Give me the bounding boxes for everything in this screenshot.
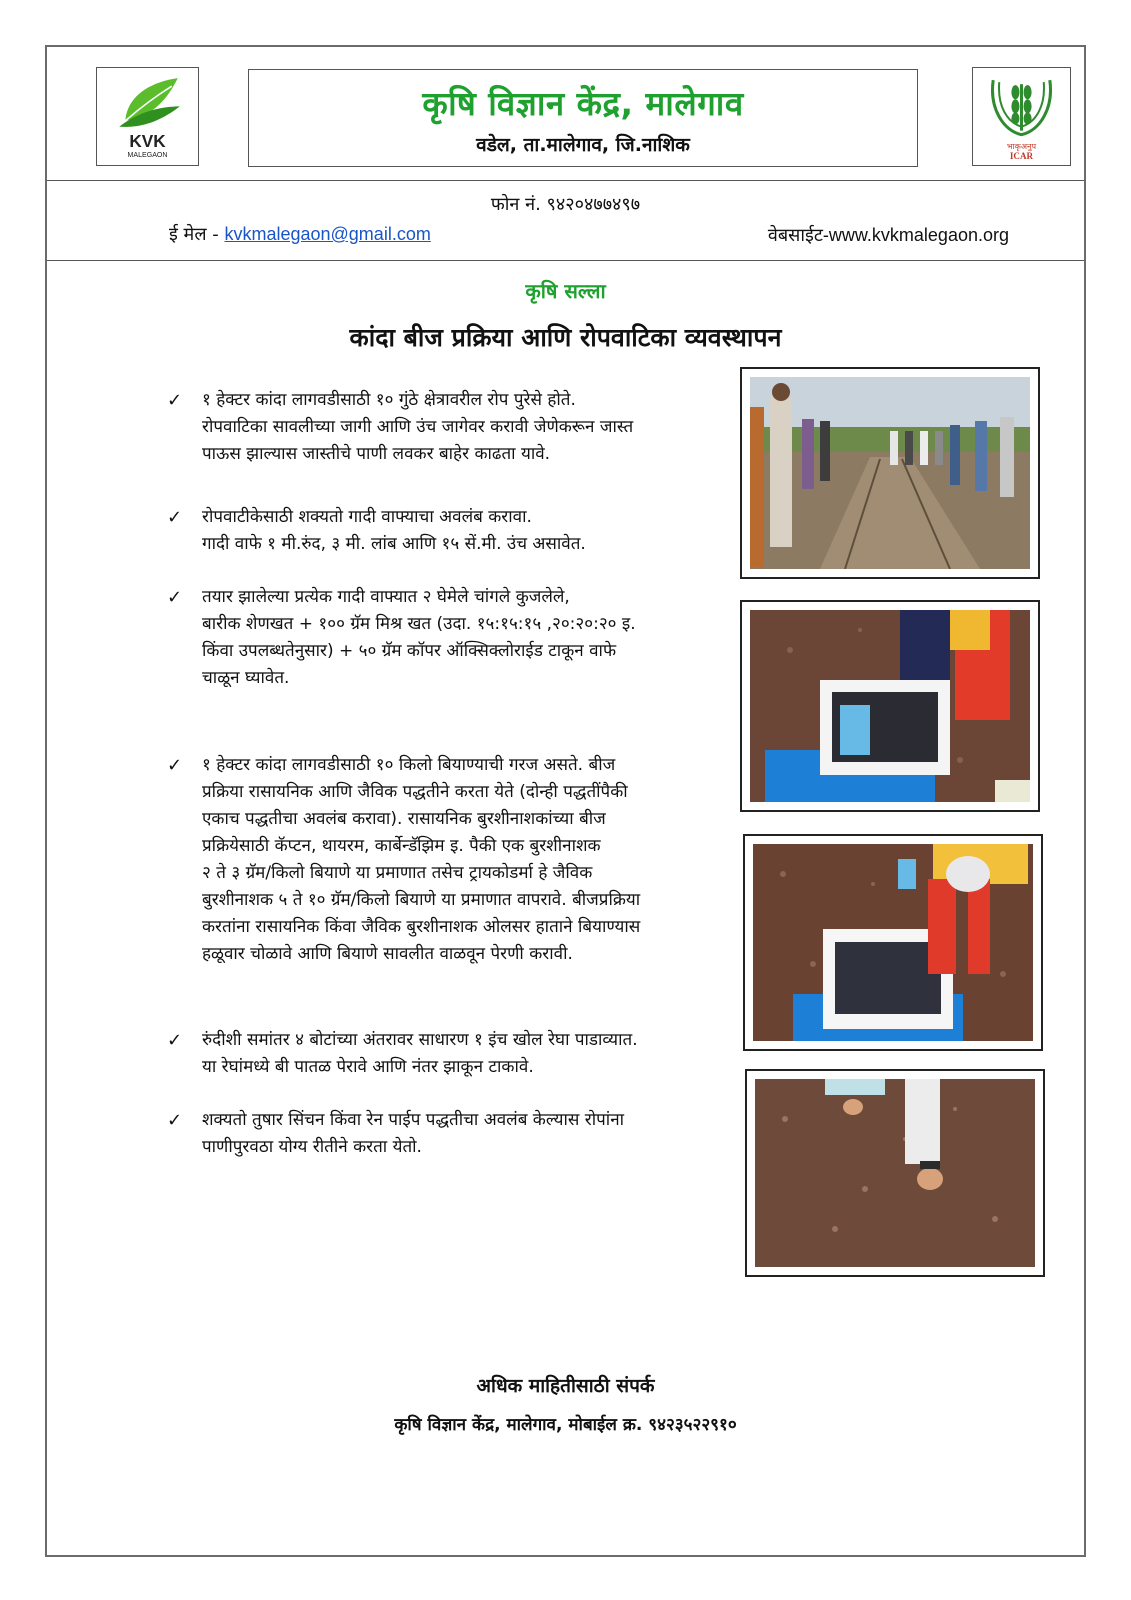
wheat-emblem-icon (973, 68, 1070, 165)
list-item (167, 1027, 638, 1081)
leaf-logo-icon (97, 68, 198, 165)
bullet-line: हळूवार चोळावे आणि बियाणे सावलीत वाळवून पेरणी करावी. (202, 944, 573, 964)
checkmark-icon: ✓ (167, 390, 183, 411)
bullet-line: एकाच पद्धतीचा अवलंब करावा). रासायनिक बुरशीनाशकांच्या बीज (202, 809, 606, 829)
list-item (167, 752, 640, 968)
icar-logo-hindi: भाकृअनुप (1006, 140, 1037, 151)
email-link[interactable]: kvkmalegaon@gmail.com (224, 224, 431, 244)
photo-treated-seeds (743, 834, 1043, 1051)
section-label: कृषि सल्ला (525, 279, 606, 303)
checkmark-icon: ✓ (167, 755, 183, 776)
list-item (167, 1107, 624, 1161)
list-item (167, 387, 633, 468)
bullet-line: २ ते ३ ग्रॅम/किलो बियाणे या प्रमाणात तसेच ट्रायकोडर्मा हे जैविक (202, 863, 593, 883)
checkmark-icon: ✓ (167, 587, 183, 608)
bullet-line: किंवा उपलब्धतेनुसार) + ५० ग्रॅम कॉपर ऑक्सिक्लोराईड टाकून वाफे (202, 641, 617, 661)
list-item (167, 504, 586, 558)
phone-number: फोन नं. ९४२०४७७४९७ (490, 194, 641, 215)
title-box (248, 69, 918, 167)
kvk-logo-text: KVK (129, 130, 166, 151)
bullet-line: बुरशीनाशक ५ ते १० ग्रॅम/किलो बियाणे या प्रमाणात वापरावे. बीजप्रक्रिया (202, 890, 641, 910)
footer (47, 1372, 1084, 1435)
kvk-logo-subtext: MALEGAON (127, 151, 168, 159)
photo-sowing (745, 1069, 1045, 1277)
page-frame (45, 45, 1086, 1557)
bullet-line: प्रक्रियेसाठी कॅप्टन, थायरम, कार्बेन्डॅझिम इ. पैकी एक बुरशीनाशक (202, 836, 601, 856)
photo-seed-treatment (740, 600, 1040, 812)
header (47, 47, 1084, 181)
org-name: कृषि विज्ञान केंद्र, मालेगाव (422, 84, 744, 123)
photo-field-visit (740, 367, 1040, 579)
bullet-line: तयार झालेल्या प्रत्येक गादी वाफ्यात २ घेमेले चांगले कुजलेले, (202, 587, 570, 607)
bullet-line: करतांना रासायनिक किंवा जैविक बुरशीनाशक ओलसर हाताने बियाण्यास (202, 917, 641, 937)
bullet-line: १ हेक्टर कांदा लागवडीसाठी १० किलो बियाण्याची गरज असते. बीज (202, 755, 616, 775)
bullet-line: गादी वाफे १ मी.रुंद, ३ मी. लांब आणि १५ सें.मी. उंच असावेत. (202, 534, 586, 554)
bullet-line: पाऊस झाल्यास जास्तीचे पाणी लवकर बाहेर काढता यावे. (202, 444, 551, 464)
bullet-line: १ हेक्टर कांदा लागवडीसाठी १० गुंठे क्षेत्रावरील रोप पुरेसे होते. (202, 390, 576, 410)
email-row (169, 222, 431, 246)
bullet-line: रोपवाटिका सावलीच्या जागी आणि उंच जागेवर करावी जेणेकरून जास्त (202, 417, 634, 437)
checkmark-icon: ✓ (167, 1030, 183, 1051)
bullet-line: चाळून घ्यावेत. (202, 668, 290, 688)
list-item (167, 584, 636, 692)
bullet-line: बारीक शेणखत + १०० ग्रॅम मिश्र खत (उदा. १५:१५:१५ ,२०:२०:२० इ. (202, 614, 636, 634)
bullet-line: प्रक्रिया रासायनिक आणि जैविक पद्धतीने करता येते (दोन्ही पद्धतींपैकी (202, 782, 628, 802)
icar-logo (972, 67, 1071, 166)
footer-contact: कृषि विज्ञान केंद्र, मालेगाव, मोबाईल क्र. ९४२३५२२९१० (394, 1415, 737, 1435)
bullet-line: रोपवाटीकेसाठी शक्यतो गादी वाफ्याचा अवलंब करावा. (202, 507, 532, 527)
bullet-line: शक्यतो तुषार सिंचन किंवा रेन पाईप पद्धतीचा अवलंब केल्यास रोपांना (202, 1110, 625, 1130)
website-text: वेबसाईट-www.kvkmalegaon.org (767, 225, 1009, 245)
document-title: कांदा बीज प्रक्रिया आणि रोपवाटिका व्यवस्थापन (349, 323, 782, 352)
checkmark-icon: ✓ (167, 507, 183, 528)
email-label: ई मेल - (169, 224, 225, 245)
bullet-line: या रेघांमध्ये बी पातळ पेरावे आणि नंतर झाकून टाकावे. (202, 1057, 534, 1077)
kvk-logo (96, 67, 199, 166)
bullet-line: पाणीपुरवठा योग्य रीतीने करता येतो. (202, 1137, 422, 1157)
checkmark-icon: ✓ (167, 1110, 183, 1131)
icar-logo-text: ICAR (1009, 150, 1034, 161)
contact-bar (47, 180, 1084, 261)
bullet-line: रुंदीशी समांतर ४ बोटांच्या अंतरावर साधारण १ इंच खोल रेघा पाडाव्यात. (202, 1030, 638, 1050)
footer-heading: अधिक माहितीसाठी संपर्क (476, 1375, 655, 1397)
org-address: वडेल, ता.मालेगाव, जि.नाशिक (476, 134, 690, 156)
